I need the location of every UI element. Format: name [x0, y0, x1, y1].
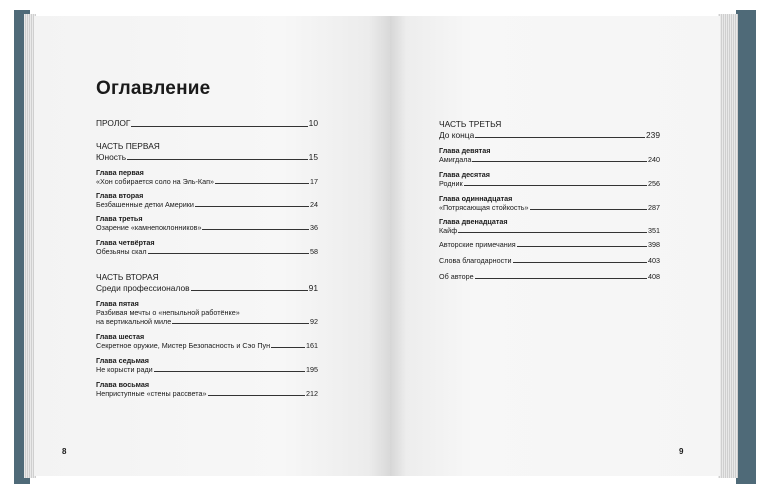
entry-text: Родник [439, 179, 463, 188]
entry-page: 24 [310, 200, 318, 209]
page-number-left: 8 [62, 447, 67, 456]
leader-dots [475, 137, 645, 138]
chapter-label: Глава вторая [96, 191, 144, 200]
entry-text: ПРОЛОГ [96, 118, 131, 128]
chapter-label: Глава девятая [439, 146, 491, 155]
page-edges-right [718, 14, 738, 478]
part-label: ЧАСТЬ ПЕРВАЯ [96, 141, 160, 151]
toc-entry-chapter-9[interactable] [439, 146, 660, 164]
leader-dots [208, 395, 306, 396]
entry-text: Об авторе [439, 272, 474, 281]
chapter-label: Глава третья [96, 214, 143, 223]
book-cover-right [736, 10, 756, 484]
entry-text: Неприступные «стены рассвета» [96, 389, 207, 398]
chapter-label: Глава седьмая [96, 356, 149, 365]
chapter-label: Глава первая [96, 168, 144, 177]
entry-text: Секретное оружие, Мистер Безопасность и Сэо Пун [96, 341, 271, 350]
chapter-label: Глава четвёртая [96, 238, 155, 247]
entry-page: 287 [648, 203, 660, 212]
entry-page: 212 [306, 389, 318, 398]
toc-entry-chapter-7[interactable] [96, 356, 318, 374]
toc-entry-chapter-3[interactable] [96, 214, 318, 232]
leader-dots [464, 185, 647, 186]
leader-dots [458, 232, 647, 233]
leader-dots [475, 278, 647, 279]
entry-text: «Хон собирается соло на Эль-Кап» [96, 177, 215, 186]
toc-entry-chapter-2[interactable] [96, 191, 318, 209]
toc-entry-about-author[interactable] [439, 272, 660, 281]
entry-page: 240 [648, 155, 660, 164]
leader-dots [195, 206, 309, 207]
toc-entry-acknowledgements[interactable] [439, 256, 660, 265]
leader-dots [154, 371, 305, 372]
toc-title: Оглавление [96, 78, 211, 99]
entry-page: 239 [646, 129, 660, 140]
leader-dots [271, 347, 305, 348]
entry-page: 17 [310, 177, 318, 186]
leader-dots [513, 262, 647, 263]
entry-page: 58 [310, 247, 318, 256]
chapter-label: Глава восьмая [96, 380, 150, 389]
entry-text: Кайф [439, 226, 458, 235]
chapter-label: Глава шестая [96, 332, 145, 341]
leader-dots [202, 229, 309, 230]
entry-page: 403 [648, 256, 660, 265]
toc-entry-prologue[interactable] [96, 118, 318, 129]
toc-entry-chapter-4[interactable] [96, 238, 318, 256]
entry-text: Среди профессионалов [96, 282, 190, 293]
toc-entry-part1[interactable] [96, 141, 318, 162]
part-label: ЧАСТЬ ВТОРАЯ [96, 272, 159, 282]
entry-text: До конца [439, 129, 475, 140]
leader-dots [530, 209, 647, 210]
chapter-label: Глава одиннадцатая [439, 194, 513, 203]
leader-dots [127, 159, 308, 160]
toc-entry-chapter-12[interactable] [439, 217, 660, 235]
leader-dots [215, 183, 309, 184]
chapter-label: Глава пятая [96, 299, 139, 308]
entry-page: 92 [310, 317, 318, 326]
entry-text: Слова благодарности [439, 256, 512, 265]
entry-page: 10 [308, 118, 318, 128]
entry-text: Обезьяны скал [96, 247, 147, 256]
chapter-label: Глава десятая [439, 170, 490, 179]
leader-dots [172, 323, 309, 324]
toc-entry-chapter-1[interactable] [96, 168, 318, 186]
entry-page: 398 [648, 240, 660, 249]
toc-entry-chapter-6[interactable] [96, 332, 318, 350]
leader-dots [131, 126, 307, 127]
leader-dots [191, 290, 308, 291]
toc-entry-chapter-8[interactable] [96, 380, 318, 398]
chapter-label: Глава двенадцатая [439, 217, 508, 226]
entry-text: Безбашенные детки Америки [96, 200, 194, 209]
entry-page: 161 [306, 341, 318, 350]
leader-dots [517, 246, 647, 247]
entry-page: 256 [648, 179, 660, 188]
entry-page: 15 [308, 151, 318, 162]
entry-page: 351 [648, 226, 660, 235]
entry-text: «Потрясающая стойкость» [439, 203, 529, 212]
toc-entry-author-notes[interactable] [439, 240, 660, 249]
page-number-right: 9 [679, 447, 684, 456]
toc-entry-part3[interactable] [439, 119, 660, 140]
entry-page: 91 [308, 282, 318, 293]
toc-entry-part2[interactable] [96, 272, 318, 293]
entry-page: 195 [306, 365, 318, 374]
entry-text: Озарение «камнепоклонников» [96, 223, 202, 232]
entry-text: Авторские примечания [439, 240, 516, 249]
part-label: ЧАСТЬ ТРЕТЬЯ [439, 119, 502, 129]
entry-text: Не корысти ради [96, 365, 153, 374]
entry-text: Амигдала [439, 155, 472, 164]
toc-entry-chapter-11[interactable] [439, 194, 660, 212]
entry-page: 408 [648, 272, 660, 281]
entry-text-line1: Разбивая мечты о «непыльной работёнке» [96, 308, 240, 317]
entry-text-line2: на вертикальной миле [96, 317, 172, 326]
toc-entry-chapter-5[interactable] [96, 299, 318, 326]
entry-page: 36 [310, 223, 318, 232]
entry-text: Юность [96, 151, 127, 162]
leader-dots [148, 253, 309, 254]
toc-entry-chapter-10[interactable] [439, 170, 660, 188]
leader-dots [472, 161, 647, 162]
